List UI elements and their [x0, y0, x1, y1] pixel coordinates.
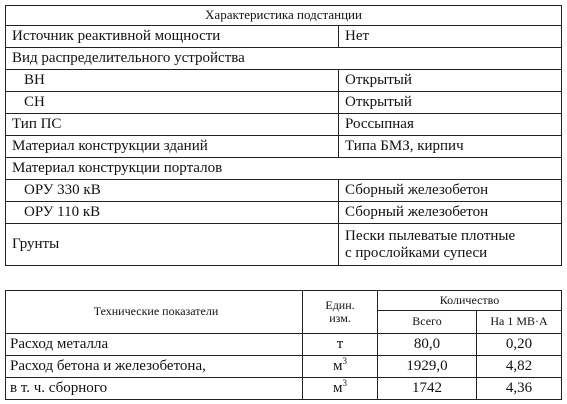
- unit-superscript: 3: [342, 356, 347, 367]
- table-row: [6, 334, 562, 356]
- indicator-unit: [303, 356, 378, 378]
- indicator-unit: [303, 378, 378, 400]
- table-row: [6, 224, 562, 266]
- table-row: [6, 114, 562, 136]
- indicator-name: в т. ч. сборного: [6, 378, 303, 400]
- unit-text: м: [333, 380, 343, 397]
- unit-text: м: [333, 358, 343, 375]
- substation-table-title: Характеристика подстанции: [6, 6, 562, 26]
- indicator-name: Расход бетона и железобетона,: [6, 356, 303, 378]
- header-indicators: Технические показатели: [6, 291, 303, 334]
- indicator-per-mva: 0,20: [477, 334, 562, 356]
- row-value: Открытый: [339, 70, 562, 92]
- row-value: Россыпная: [339, 114, 562, 136]
- indicator-total: 80,0: [378, 334, 477, 356]
- table-row: [6, 180, 562, 202]
- indicator-name: Расход металла: [6, 334, 303, 356]
- unit-superscript: 3: [342, 378, 347, 389]
- row-value: Сборный железобетон: [339, 202, 562, 224]
- header-total: Всего: [378, 311, 477, 334]
- row-label: СН: [6, 92, 339, 114]
- table-row: [6, 26, 562, 48]
- row-label: Вид распределительного устройства: [6, 48, 562, 70]
- table-row: [6, 136, 562, 158]
- indicator-per-mva: 4,82: [477, 356, 562, 378]
- table-row: [6, 48, 562, 70]
- indicator-unit: [303, 334, 378, 356]
- table-row: [6, 378, 562, 400]
- unit-text: т: [336, 336, 344, 353]
- table-row: [6, 356, 562, 378]
- indicator-total: 1929,0: [378, 356, 477, 378]
- table-row: [6, 92, 562, 114]
- header-per-mva: На 1 МВ·А: [477, 311, 562, 334]
- substation-characteristics-table: [5, 5, 562, 266]
- table-row: [6, 202, 562, 224]
- header-unit: [303, 291, 378, 334]
- row-label: Материал конструкции зданий: [6, 136, 339, 158]
- row-value: Открытый: [339, 92, 562, 114]
- row-label: Источник реактивной мощности: [6, 26, 339, 48]
- row-value-line: Пески пылеватые плотные: [345, 228, 516, 244]
- row-label: Грунты: [6, 224, 339, 266]
- row-value: Сборный железобетон: [339, 180, 562, 202]
- row-label: ВН: [6, 70, 339, 92]
- table-row: [6, 158, 562, 180]
- table-row: [6, 70, 562, 92]
- header-unit-line: изм.: [329, 311, 351, 325]
- indicator-total: 1742: [378, 378, 477, 400]
- row-value: Нет: [339, 26, 562, 48]
- row-label: Материал конструкции порталов: [6, 158, 562, 180]
- technical-indicators-table: [5, 290, 562, 400]
- header-quantity: Количество: [378, 291, 562, 311]
- row-value: Типа БМЗ, кирпич: [339, 136, 562, 158]
- indicator-per-mva: 4,36: [477, 378, 562, 400]
- header-unit-line: Един.: [325, 297, 355, 312]
- row-label: ОРУ 330 кВ: [6, 180, 339, 202]
- row-label: Тип ПС: [6, 114, 339, 136]
- row-label: ОРУ 110 кВ: [6, 202, 339, 224]
- row-value-line: с прослойками супеси: [345, 244, 488, 261]
- row-value: [339, 224, 562, 266]
